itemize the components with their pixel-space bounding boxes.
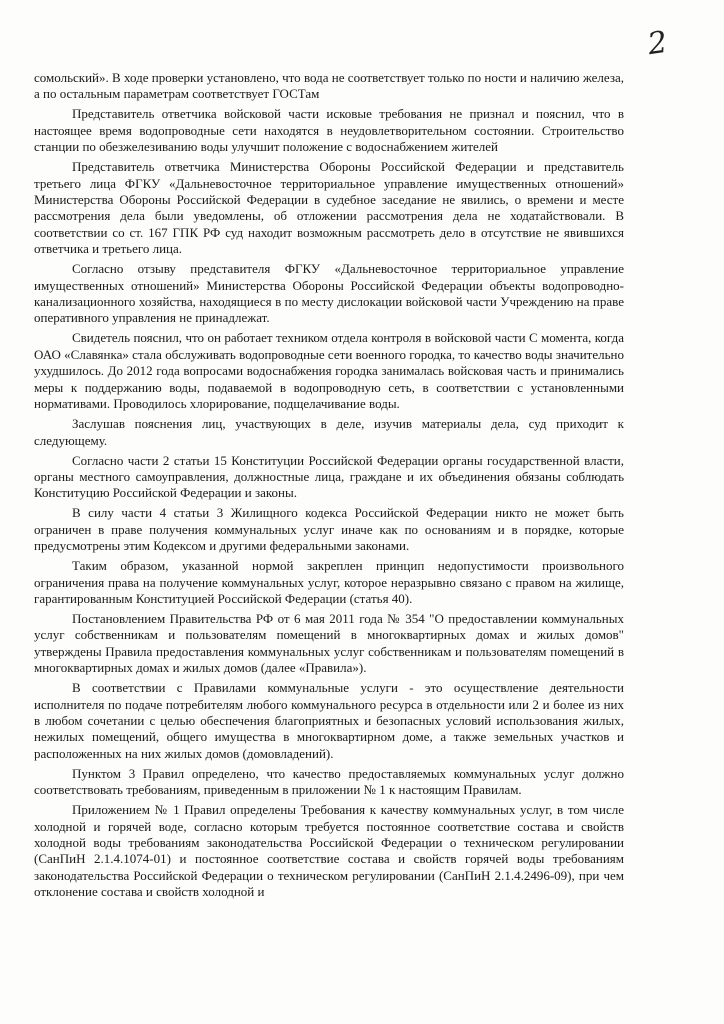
- paragraph: Представитель ответчика Министерства Обороны Российской Федерации и представитель третьего лица ФГКУ «Дальневосточное территориальное управление имущественных отношений» Министерства Обороны Российской Федерации в судебное заседание не явились, о времени и месте рассмотрения дела были уведомлены, об отложении рассмотрения дела не ходатайствовали. В соответствии со ст. 167 ГПК РФ суд находит возможным рассмотреть дело в отсутствие не явившихся ответчика и третьего лица.: [34, 159, 624, 257]
- page-number: 2: [645, 24, 670, 63]
- paragraph: Постановлением Правительства РФ от 6 мая 2011 года № 354 "О предоставлении коммунальных услуг собственникам и пользователям помещений в многоквартирных домах и жилых домов" утверждены Правила предоставления коммунальных услуг собственникам и пользователям помещений в многоквартирных домах и жилых домов (далее «Правила»).: [34, 610, 624, 676]
- paragraph: Пунктом 3 Правил определено, что качество предоставляемых коммунальных услуг должно соответствовать требованиям, приведенным в приложении № 1 к настоящим Правилам.: [34, 765, 624, 798]
- paragraph: Согласно части 2 статьи 15 Конституции Российской Федерации органы государственной власти, органы местного самоуправления, должностные лица, граждане и их объединения обязаны соблюдать Конституцию Российской Федерации и законы.: [34, 452, 624, 501]
- paragraph: Таким образом, указанной нормой закреплен принцип недопустимости произвольного ограничения права на получение коммунальных услуг, которое неразрывно связано с правом на жилище, гарантированным Конституцией Российской Федерации (статья 40).: [34, 558, 624, 606]
- paragraph: В силу части 4 статьи 3 Жилищного кодекса Российской Федерации никто не может быть ограничен в праве получения коммунальных услуг иначе как по основаниям и в порядке, которые предусмотрены этим Кодексом и другими федеральными законами.: [34, 505, 624, 554]
- paragraph: Приложением № 1 Правил определены Требования к качеству коммунальных услуг, в том числе холодной и горячей воде, согласно которым требуется постоянное соответствие состава и свойств холодной воды требованиям законодательства Российской Федерации о техническом регулировании (СанПиН 2.1.4.1074-01) и постоянное соответствие состава и свойств горячей воды требованиям законодательства Российской Федерации о техническом регулировании (СанПиН 2.1.4.2496-09), при чем отклонение состава и свойств холодной и: [34, 802, 624, 900]
- paragraph: В соответствии с Правилами коммунальные услуги - это осуществление деятельности исполнителя по подаче потребителям любого коммунального ресурса в отдельности или 2 и более из них в любом сочетании с целью обеспечения благоприятных и безопасных условий использования жилых, нежилых помещений, общего имущества в многоквартирном доме, а также земельных участков и расположенных на них жилых домов (домовладений).: [34, 680, 624, 761]
- paragraph: Свидетель пояснил, что он работает техником отдела контроля в войсковой части С момента, когда ОАО «Славянка» стала обслуживать водопроводные сети военного городка, то качество воды значительно ухудшилось. До 2012 года вопросами водоснабжения городка занималась войсковая часть и принимались меры к поддержанию воды, подаваемой в водопроводную сеть, в соответствии с установленными нормативами. Проводилось хлорирование, подщелачивание воды.: [34, 330, 624, 412]
- document-body: [34, 70, 624, 904]
- paragraph: сомольский». В ходе проверки установлено, что вода не соответствует только по ности и наличию железа, а по остальным параметрам соответствует ГОСТам: [34, 70, 624, 102]
- paragraph: Представитель ответчика войсковой части исковые требования не признал и пояснил, что в настоящее время водопроводные сети находятся в неудовлетворительном состоянии. Строительство станции по обезжелезиванию воды улучшит положение с водоснабжением жителей: [34, 106, 624, 155]
- paragraph: Заслушав пояснения лиц, участвующих в деле, изучив материалы дела, суд приходит к следующему.: [34, 416, 624, 448]
- paragraph: Согласно отзыву представителя ФГКУ «Дальневосточное территориальное управление имущественных отношений» Министерства Обороны Российской Федерации объекты водопроводно-канализационного хозяйства, находящиеся в по месту дислокации войсковой части Учреждению на праве оперативного управления не принадлежат.: [34, 261, 624, 326]
